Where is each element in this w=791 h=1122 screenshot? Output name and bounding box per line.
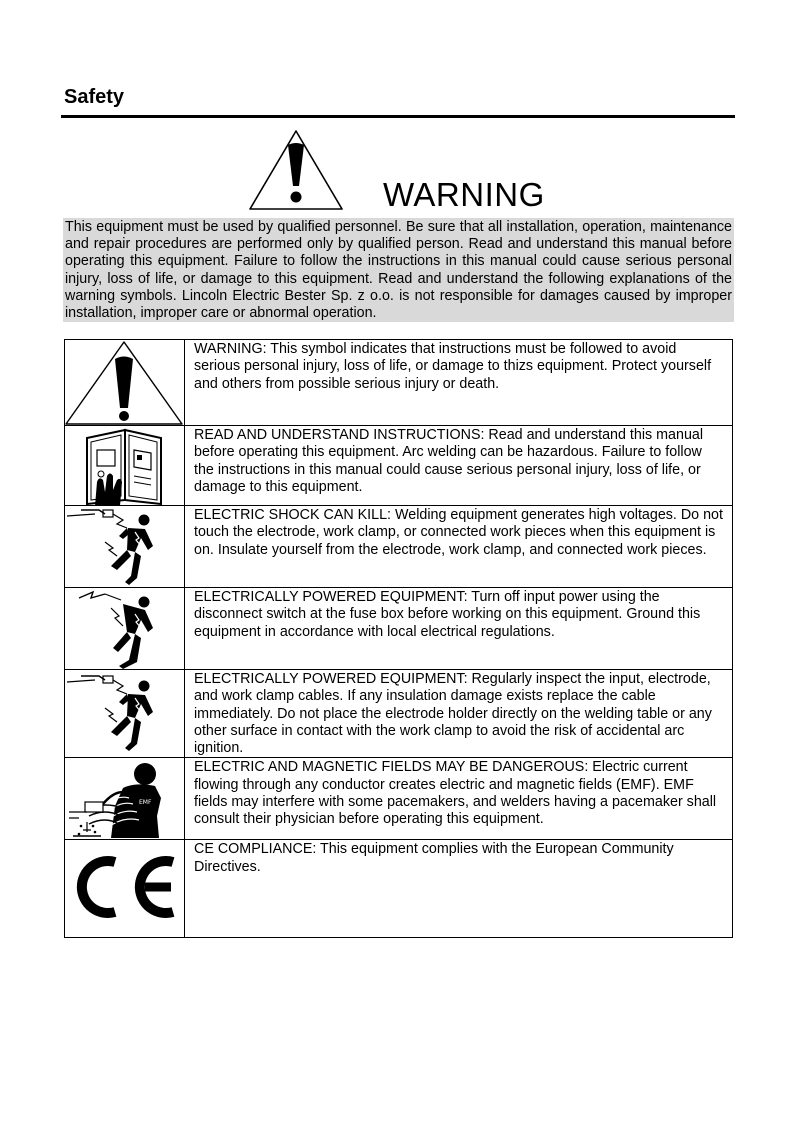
symbol-description: ELECTRIC AND MAGNETIC FIELDS MAY BE DANGEROUS: Electric current flowing through any conductor creates electric and magnetic fields (EMF). EMF fields may interfere with some pacemakers, and welders having a pacemaker shall consult their physician before operating this equipment. [185,758,733,840]
symbol-row [65,670,733,758]
electrode-shock-icon [65,670,184,756]
warning-triangle-icon [65,340,184,426]
symbol-icon-cell [65,426,185,506]
symbol-icon-cell [65,588,185,670]
section-title: Safety [64,86,125,108]
warning-heading: WARNING [383,176,545,213]
symbol-icon-cell [65,340,185,426]
electric-shock-icon [65,506,184,588]
symbol-row [65,506,733,588]
warning-symbols-table [64,339,733,938]
symbol-icon-cell [65,758,185,840]
symbol-row [65,840,733,938]
symbol-row [65,588,733,670]
symbol-description: CE COMPLIANCE: This equipment complies with the European Community Directives. [185,840,733,938]
symbol-description: READ AND UNDERSTAND INSTRUCTIONS: Read and understand this manual before operating this equipment. Arc welding can be hazardous. Failure to follow the instructions in this manual could cause serious personal injury, loss of life, or damage to this equipment. [185,426,733,506]
svg-text:EMF: EMF [139,799,152,807]
symbol-row [65,758,733,840]
symbol-description: ELECTRICALLY POWERED EQUIPMENT: Turn off input power using the disconnect switch at the fuse box before working on this equipment. Ground this equipment in accordance with local electrical regulations. [185,588,733,670]
symbol-row [65,340,733,426]
warning-triangle-icon [247,128,345,212]
symbol-row [65,426,733,506]
intro-warning-text: This equipment must be used by qualified personnel. Be sure that all installation, operation, maintenance and repair procedures are performed only by qualified person. Read and understand this manual before operating this equipment. Failure to follow the instructions in this manual could cause serious personal injury, loss of life, or damage to this equipment. Read and understand the following explanations of the warning symbols. Lincoln Electric Bester Sp. z o.o. is not responsible for damages caused by improper installation, improper care or abnormal operation. [65,219,732,322]
emf-welder-icon [65,758,184,840]
symbol-description: ELECTRICALLY POWERED EQUIPMENT: Regularly inspect the input, electrode, and work clamp cables. If any insulation damage exists replace the cable immediately. Do not place the electrode holder directly on the welding table or any other surface in contact with the work clamp to avoid the risk of accidental arc ignition. [185,670,733,758]
symbol-icon-cell [65,670,185,758]
title-divider [61,115,735,118]
symbol-icon-cell [65,506,185,588]
electrical-power-icon [65,588,184,670]
symbol-description: ELECTRIC SHOCK CAN KILL: Welding equipment generates high voltages. Do not touch the electrode, work clamp, or connected work pieces when this equipment is on. Insulate yourself from the electrode, work clamp, and connected work pieces. [185,506,733,588]
ce-mark-icon [65,840,184,938]
symbol-description: WARNING: This symbol indicates that instructions must be followed to avoid serious personal injury, loss of life, or damage to thizs equipment. Protect yourself and others from possible serious injury or death. [185,340,733,426]
symbol-icon-cell [65,840,185,938]
read-manual-icon [65,426,184,506]
